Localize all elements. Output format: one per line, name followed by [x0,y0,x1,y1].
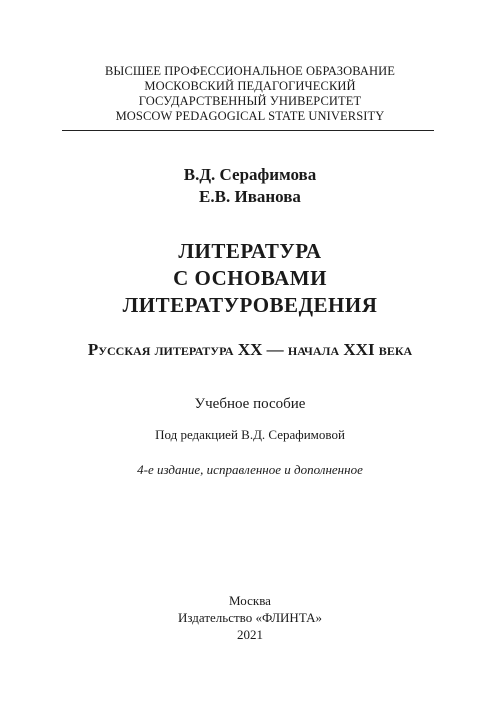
imprint [0,592,500,643]
author-name: В.Д. Серафимова [183,165,317,184]
title-line: ЛИТЕРАТУРОВЕДЕНИЯ [122,293,378,317]
header-line: ВЫСШЕЕ ПРОФЕССИОНАЛЬНОЕ ОБРАЗОВАНИЕ [105,64,395,78]
header-line: МОСКОВСКИЙ ПЕДАГОГИЧЕСКИЙ [144,79,356,93]
book-subtitle: Русская литература XX — начала XXI века [87,340,413,359]
editor-credit: Под редакцией В.Д. Серафимовой [155,427,345,442]
header-line: ГОСУДАРСТВЕННЫЙ УНИВЕРСИТЕТ [138,94,362,108]
header-divider [62,130,434,131]
book-title [0,238,500,319]
title-line: ЛИТЕРАТУРА [178,239,322,263]
authors [0,164,500,208]
book-type: Учебное пособие [194,396,306,412]
edition-note: 4-е издание, исправленное и дополненное [137,462,363,477]
imprint-city: Москва [229,593,271,608]
imprint-year: 2021 [237,627,263,642]
header-line: MOSCOW PEDAGOGICAL STATE UNIVERSITY [115,109,385,123]
imprint-publisher: Издательство «ФЛИНТА» [177,610,323,625]
institution-header [0,64,500,124]
author-name: Е.В. Иванова [199,187,301,206]
title-line: С ОСНОВАМИ [173,266,327,290]
